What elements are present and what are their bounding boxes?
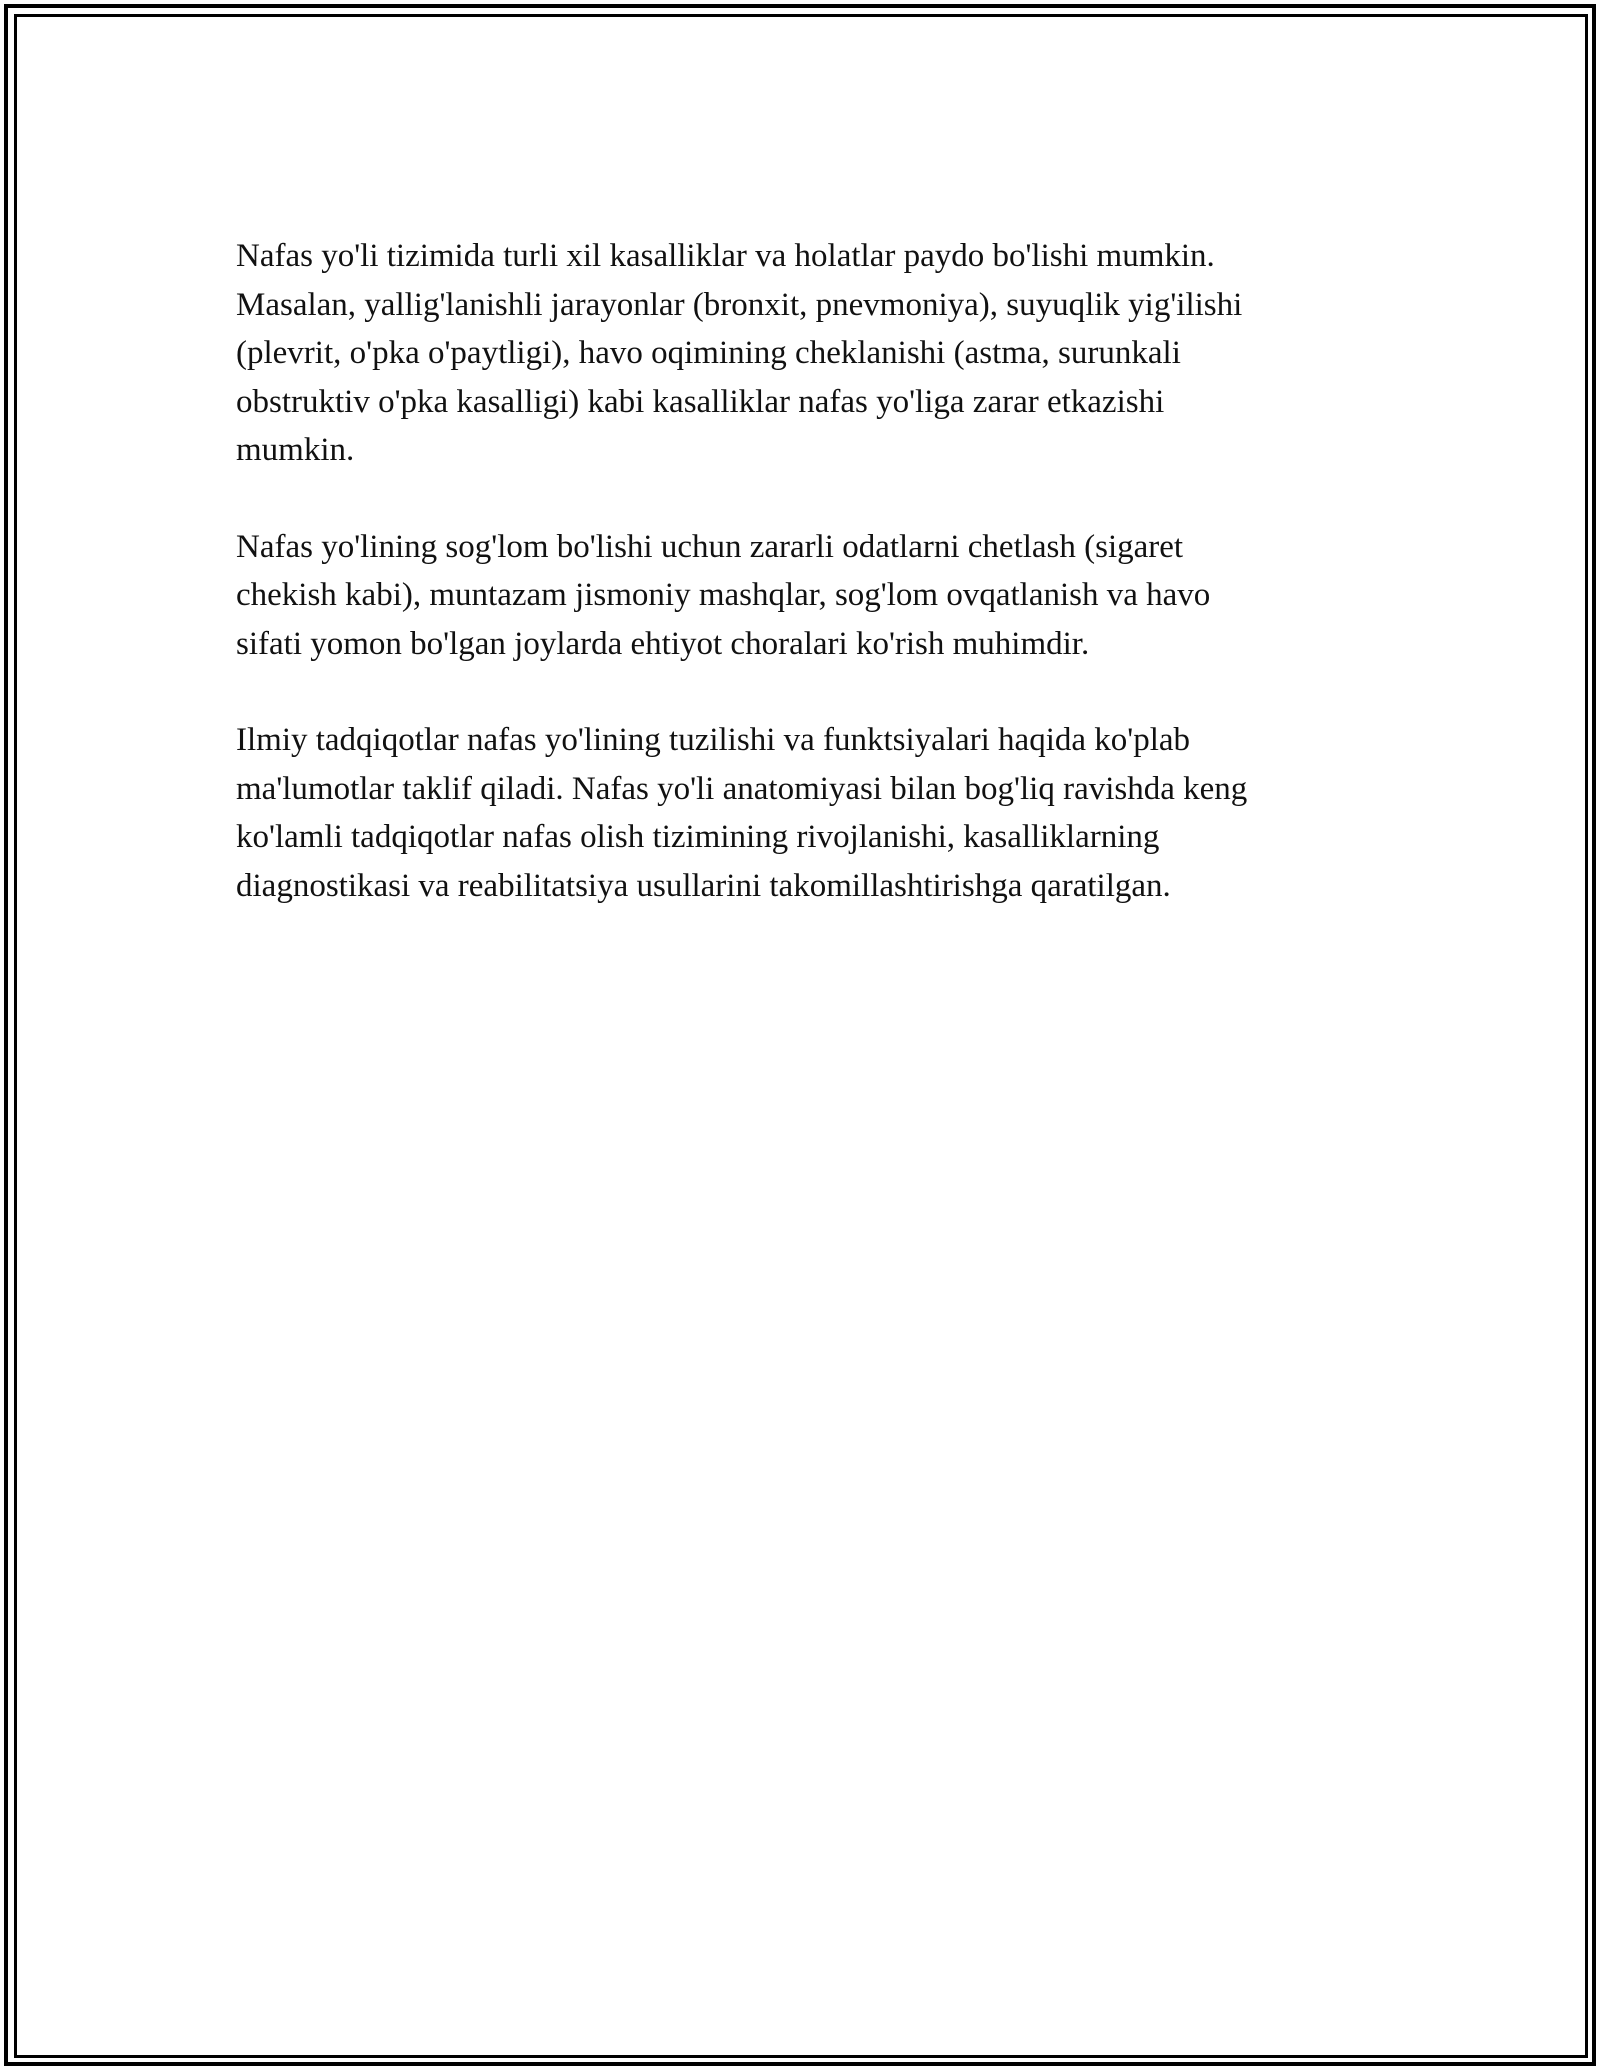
text-line: Nafas yo'lining sog'lom bo'lishi uchun zararli odatlarni chetlash (sigaret bbox=[236, 528, 1184, 565]
text-line: Ilmiy tadqiqotlar nafas yo'lining tuzilishi va funktsiyalari haqida ko'plab bbox=[236, 722, 1191, 758]
paragraph-3 bbox=[236, 716, 1376, 910]
text-line: Masalan, yallig'lanishli jarayonlar (bronxit, pnevmoniya), suyuqlik yig'ilishi bbox=[236, 286, 1243, 323]
page-body bbox=[236, 232, 1376, 958]
text-line: sifati yomon bo'lgan joylarda ehtiyot choralari ko'rish muhimdir. bbox=[236, 625, 1090, 662]
text-line: chekish kabi), muntazam jismoniy mashqlar, sog'lom ovqatlanish va havo bbox=[236, 577, 1211, 613]
text-line: obstruktiv o'pka kasalligi) kabi kasalliklar nafas yo'liga zarar etkazishi bbox=[236, 383, 1165, 420]
text-line: ko'lamli tadqiqotlar nafas olish tizimining rivojlanishi, kasalliklarning bbox=[236, 819, 1160, 855]
paragraph-2 bbox=[236, 523, 1376, 669]
text-line: mumkin. bbox=[236, 432, 355, 468]
text-line: Nafas yo'li tizimida turli xil kasalliklar va holatlar paydo bo'lishi mumkin. bbox=[236, 238, 1215, 274]
paragraph-1 bbox=[236, 232, 1376, 475]
text-line: ma'lumotlar taklif qiladi. Nafas yo'li anatomiyasi bilan bog'liq ravishda keng bbox=[236, 770, 1248, 807]
text-line: (plevrit, o'pka o'paytligi), havo oqimining cheklanishi (astma, surunkali bbox=[236, 335, 1181, 371]
text-line: diagnostikasi va reabilitatsiya usullarini takomillashtirishga qaratilgan. bbox=[236, 867, 1171, 904]
